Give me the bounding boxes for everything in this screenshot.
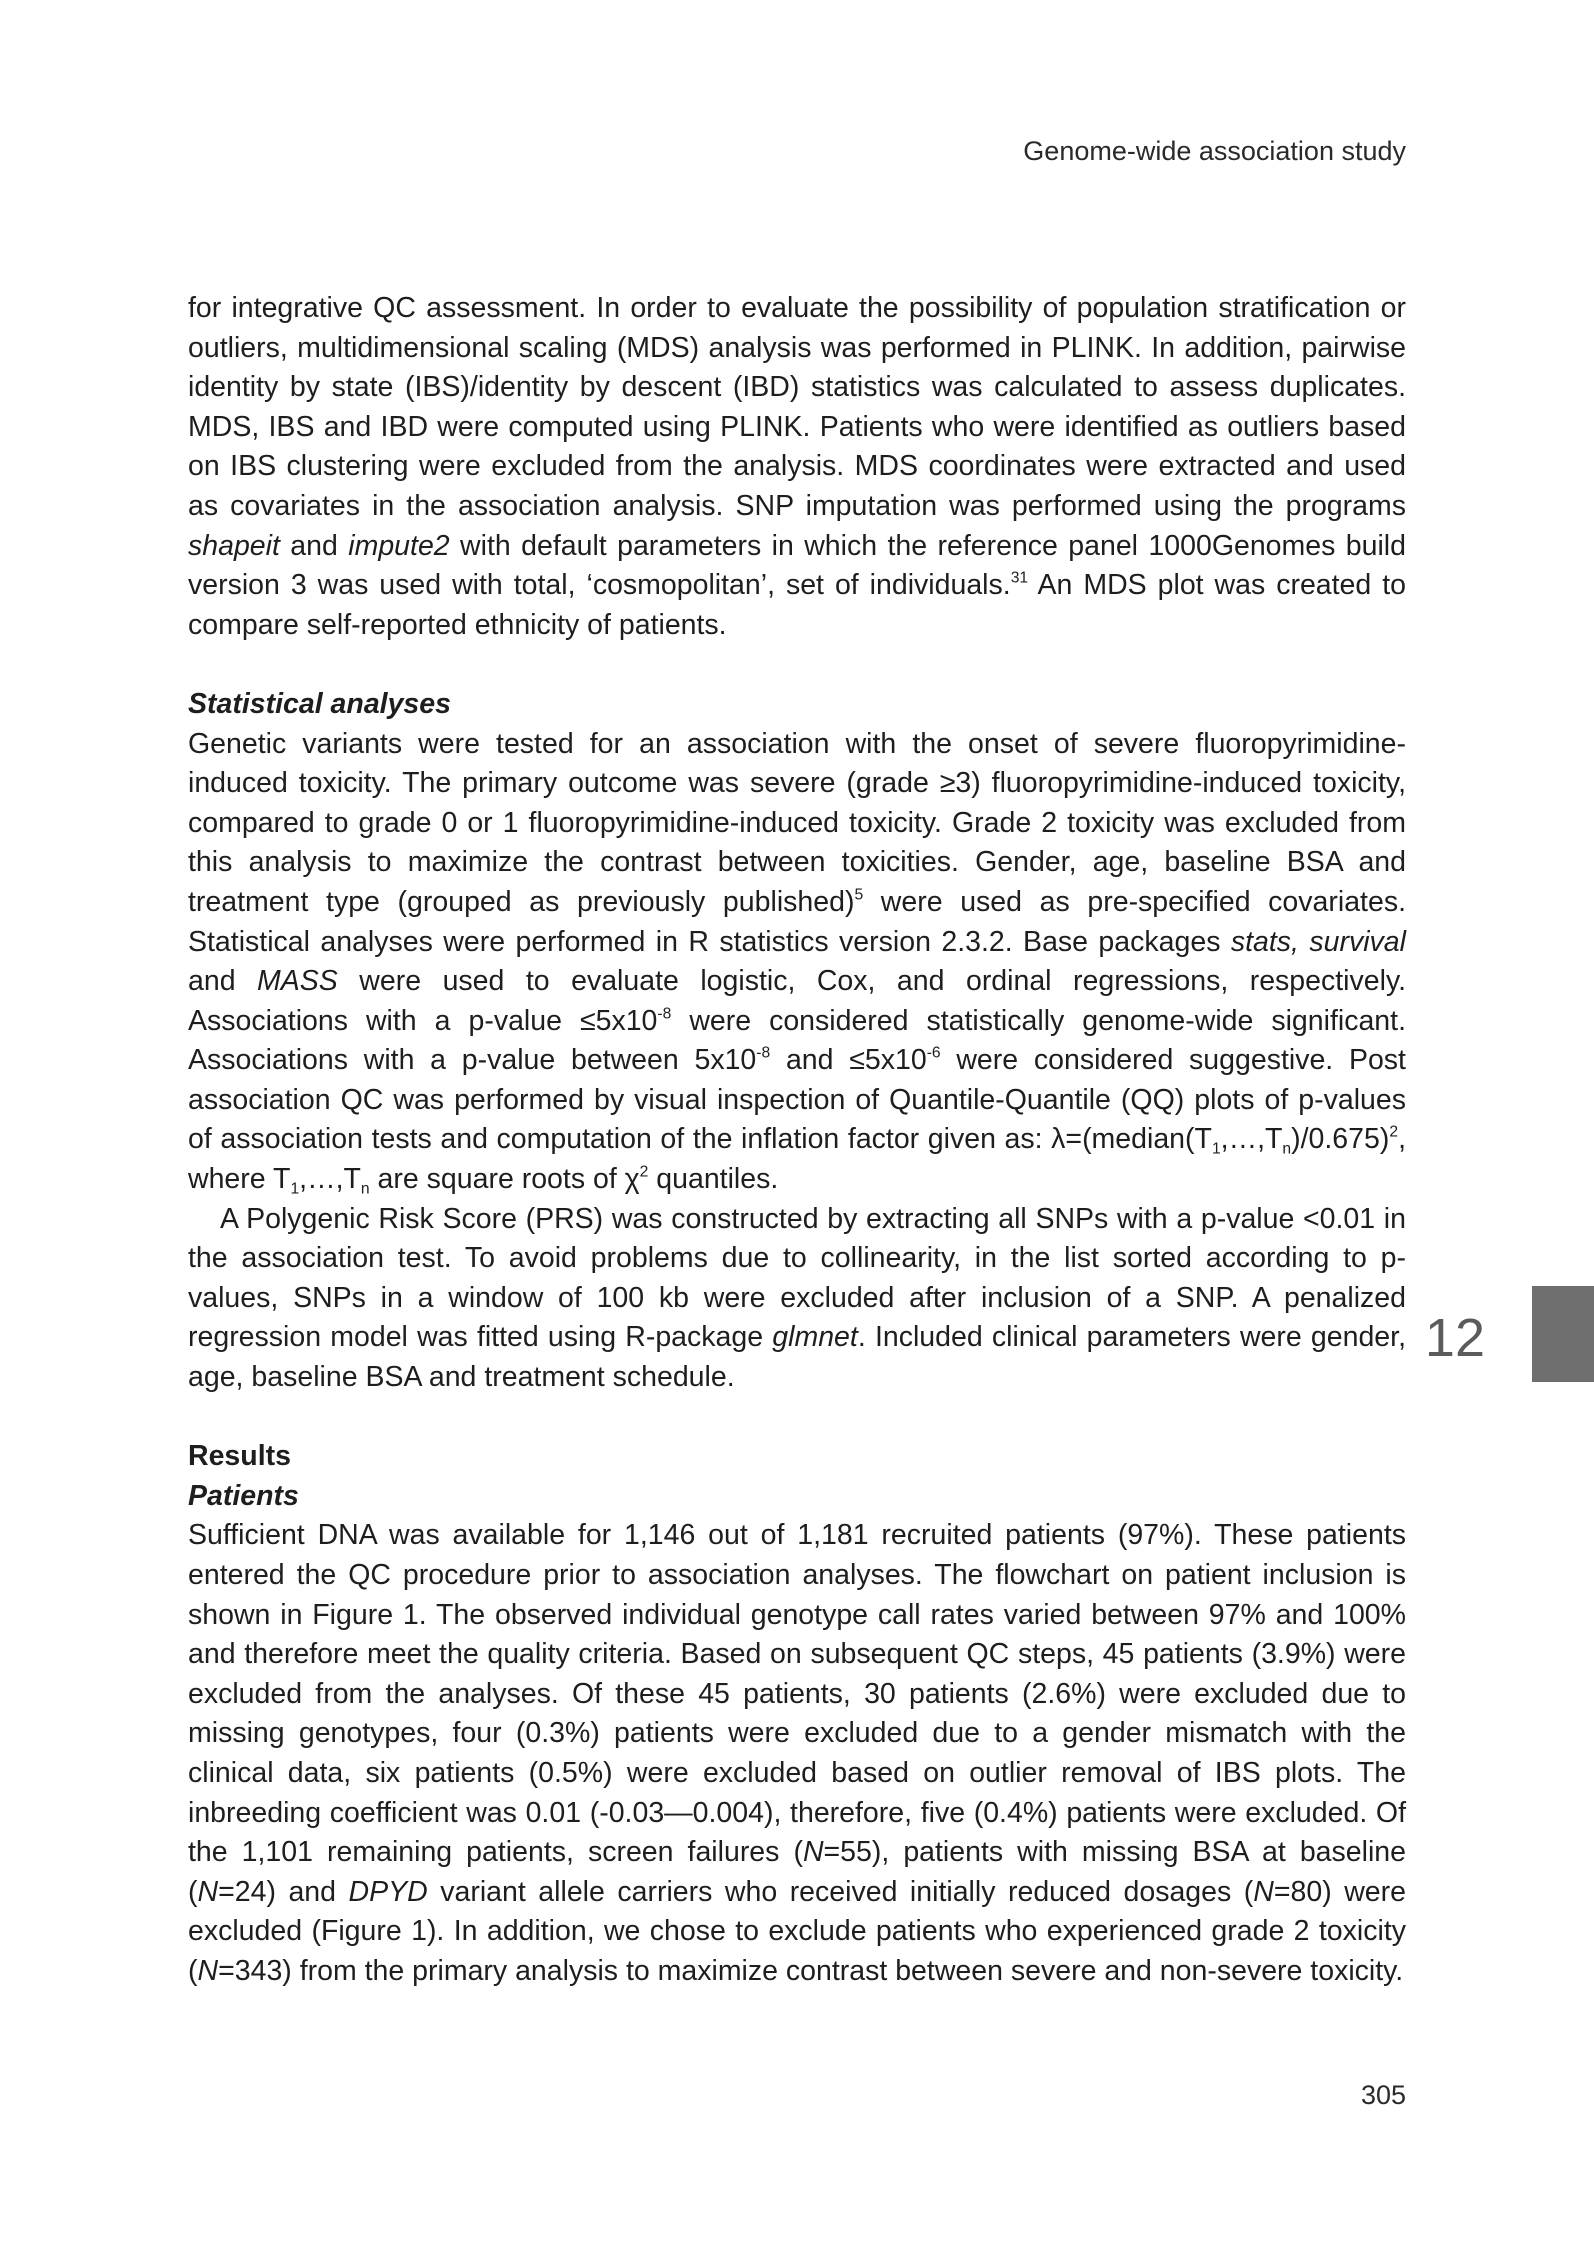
section-heading-results: Results: [188, 1440, 291, 1473]
body-text: [188, 289, 1406, 1992]
citation-5: 5: [854, 886, 864, 904]
chapter-thumb-tab: [1532, 1286, 1594, 1382]
paragraph-qc-methods: for integrative QC assessment. In order to evaluate the possibility of population stratification or outliers, multidimensional scaling (MDS) analysis was performed in PLINK. In addition, pairwise identity by state (IBS)/identity by descent (IBD) statistics was calculated to assess duplicates. MDS, IBS and IBD were computed using PLINK. Patients who were identified as outliers based on IBS clustering were excluded from the analysis. MDS coordinates were extracted and used as covariates in the association analysis. SNP imputation was performed using the programs shapeit and impute2 with default parameters in which the reference panel 1000Genomes build version 3 was used with total, ‘cosmopolitan’, set of individuals.$^{31}$ An MDS plot was created to compare self-reported ethnicity of patients.: [188, 292, 1406, 641]
page-number: 305: [1360, 2080, 1406, 2110]
citation-31: 31: [1010, 569, 1029, 587]
chapter-number: 12: [1424, 1308, 1485, 1368]
section-heading-statistical-analyses: Statistical analyses: [188, 687, 451, 720]
running-head: Genome-wide association study: [1023, 136, 1406, 166]
paragraph-statistical-analyses: Genetic variants were tested for an association with the onset of severe fluoropyrimidine-induced toxicity. The primary outcome was severe (grade ≥3) fluoropyrimidine-induced toxicity, compared to grade 0 or 1 fluoropyrimidine-induced toxicity. Grade 2 toxicity was excluded from this analysis to maximize the contrast between toxicities. Gender, age, baseline BSA and treatment type (grouped as previously published)$^5$ were used as pre-specified covariates. Statistical analyses were performed in R statistics version 2.3.2. Base packages stats, survival and MASS were used to evaluate logistic, Cox, and ordinal regressions, respectively. Associations with a p-value $\le 5x10^{-8}$ were considered statistically genome-wide significant. Associations with a p-value between $5x10^{-8}$ and $\le 5x10^{-6}$ were considered suggestive. Post association QC was performed by visual inspection of Quantile-Quantile (QQ) plots of p-values of association tests and computation of the inflation factor given as: $\lambda=(median(T_1,\dots,T_n)/0.675)^2$, where $T_1,\dots,T_n$ are square roots of $\chi^2$ quantiles.: [188, 727, 1406, 1198]
subsection-heading-patients: Patients: [188, 1479, 299, 1512]
paragraph-prs: A Polygenic Risk Score (PRS) was constructed by extracting all SNPs with a p-value <0.01 in the association test. To avoid problems due to collinearity, in the list sorted according to p-values, SNPs in a window of 100 kb were excluded after inclusion of a SNP. A penalized regression model was fitted using R-package glmnet. Included clinical parameters were gender, age, baseline BSA and treatment schedule.: [188, 1202, 1406, 1394]
paragraph-patients: Sufficient DNA was available for 1,146 out of 1,181 recruited patients (97%). These patients entered the QC procedure prior to association analyses. The flowchart on patient inclusion is shown in Figure 1. The observed individual genotype call rates varied between 97% and 100% and therefore meet the quality criteria. Based on subsequent QC steps, 45 patients (3.9%) were excluded from the analyses. Of these 45 patients, 30 patients (2.6%) were excluded due to missing genotypes, four (0.3%) patients were excluded due to a gender mismatch with the clinical data, six patients (0.5%) were excluded based on outlier removal of IBS plots. The inbreeding coefficient was 0.01 (-0.03—0.004), therefore, five (0.4%) patients were excluded. Of the 1,101 remaining patients, screen failures (N=55), patients with missing BSA at baseline (N=24) and DPYD variant allele carriers who received initially reduced dosages (N=80) were excluded (Figure 1). In addition, we chose to exclude patients who experienced grade 2 toxicity (N=343) from the primary analysis to maximize contrast between severe and non-severe toxicity.: [188, 1519, 1406, 1987]
